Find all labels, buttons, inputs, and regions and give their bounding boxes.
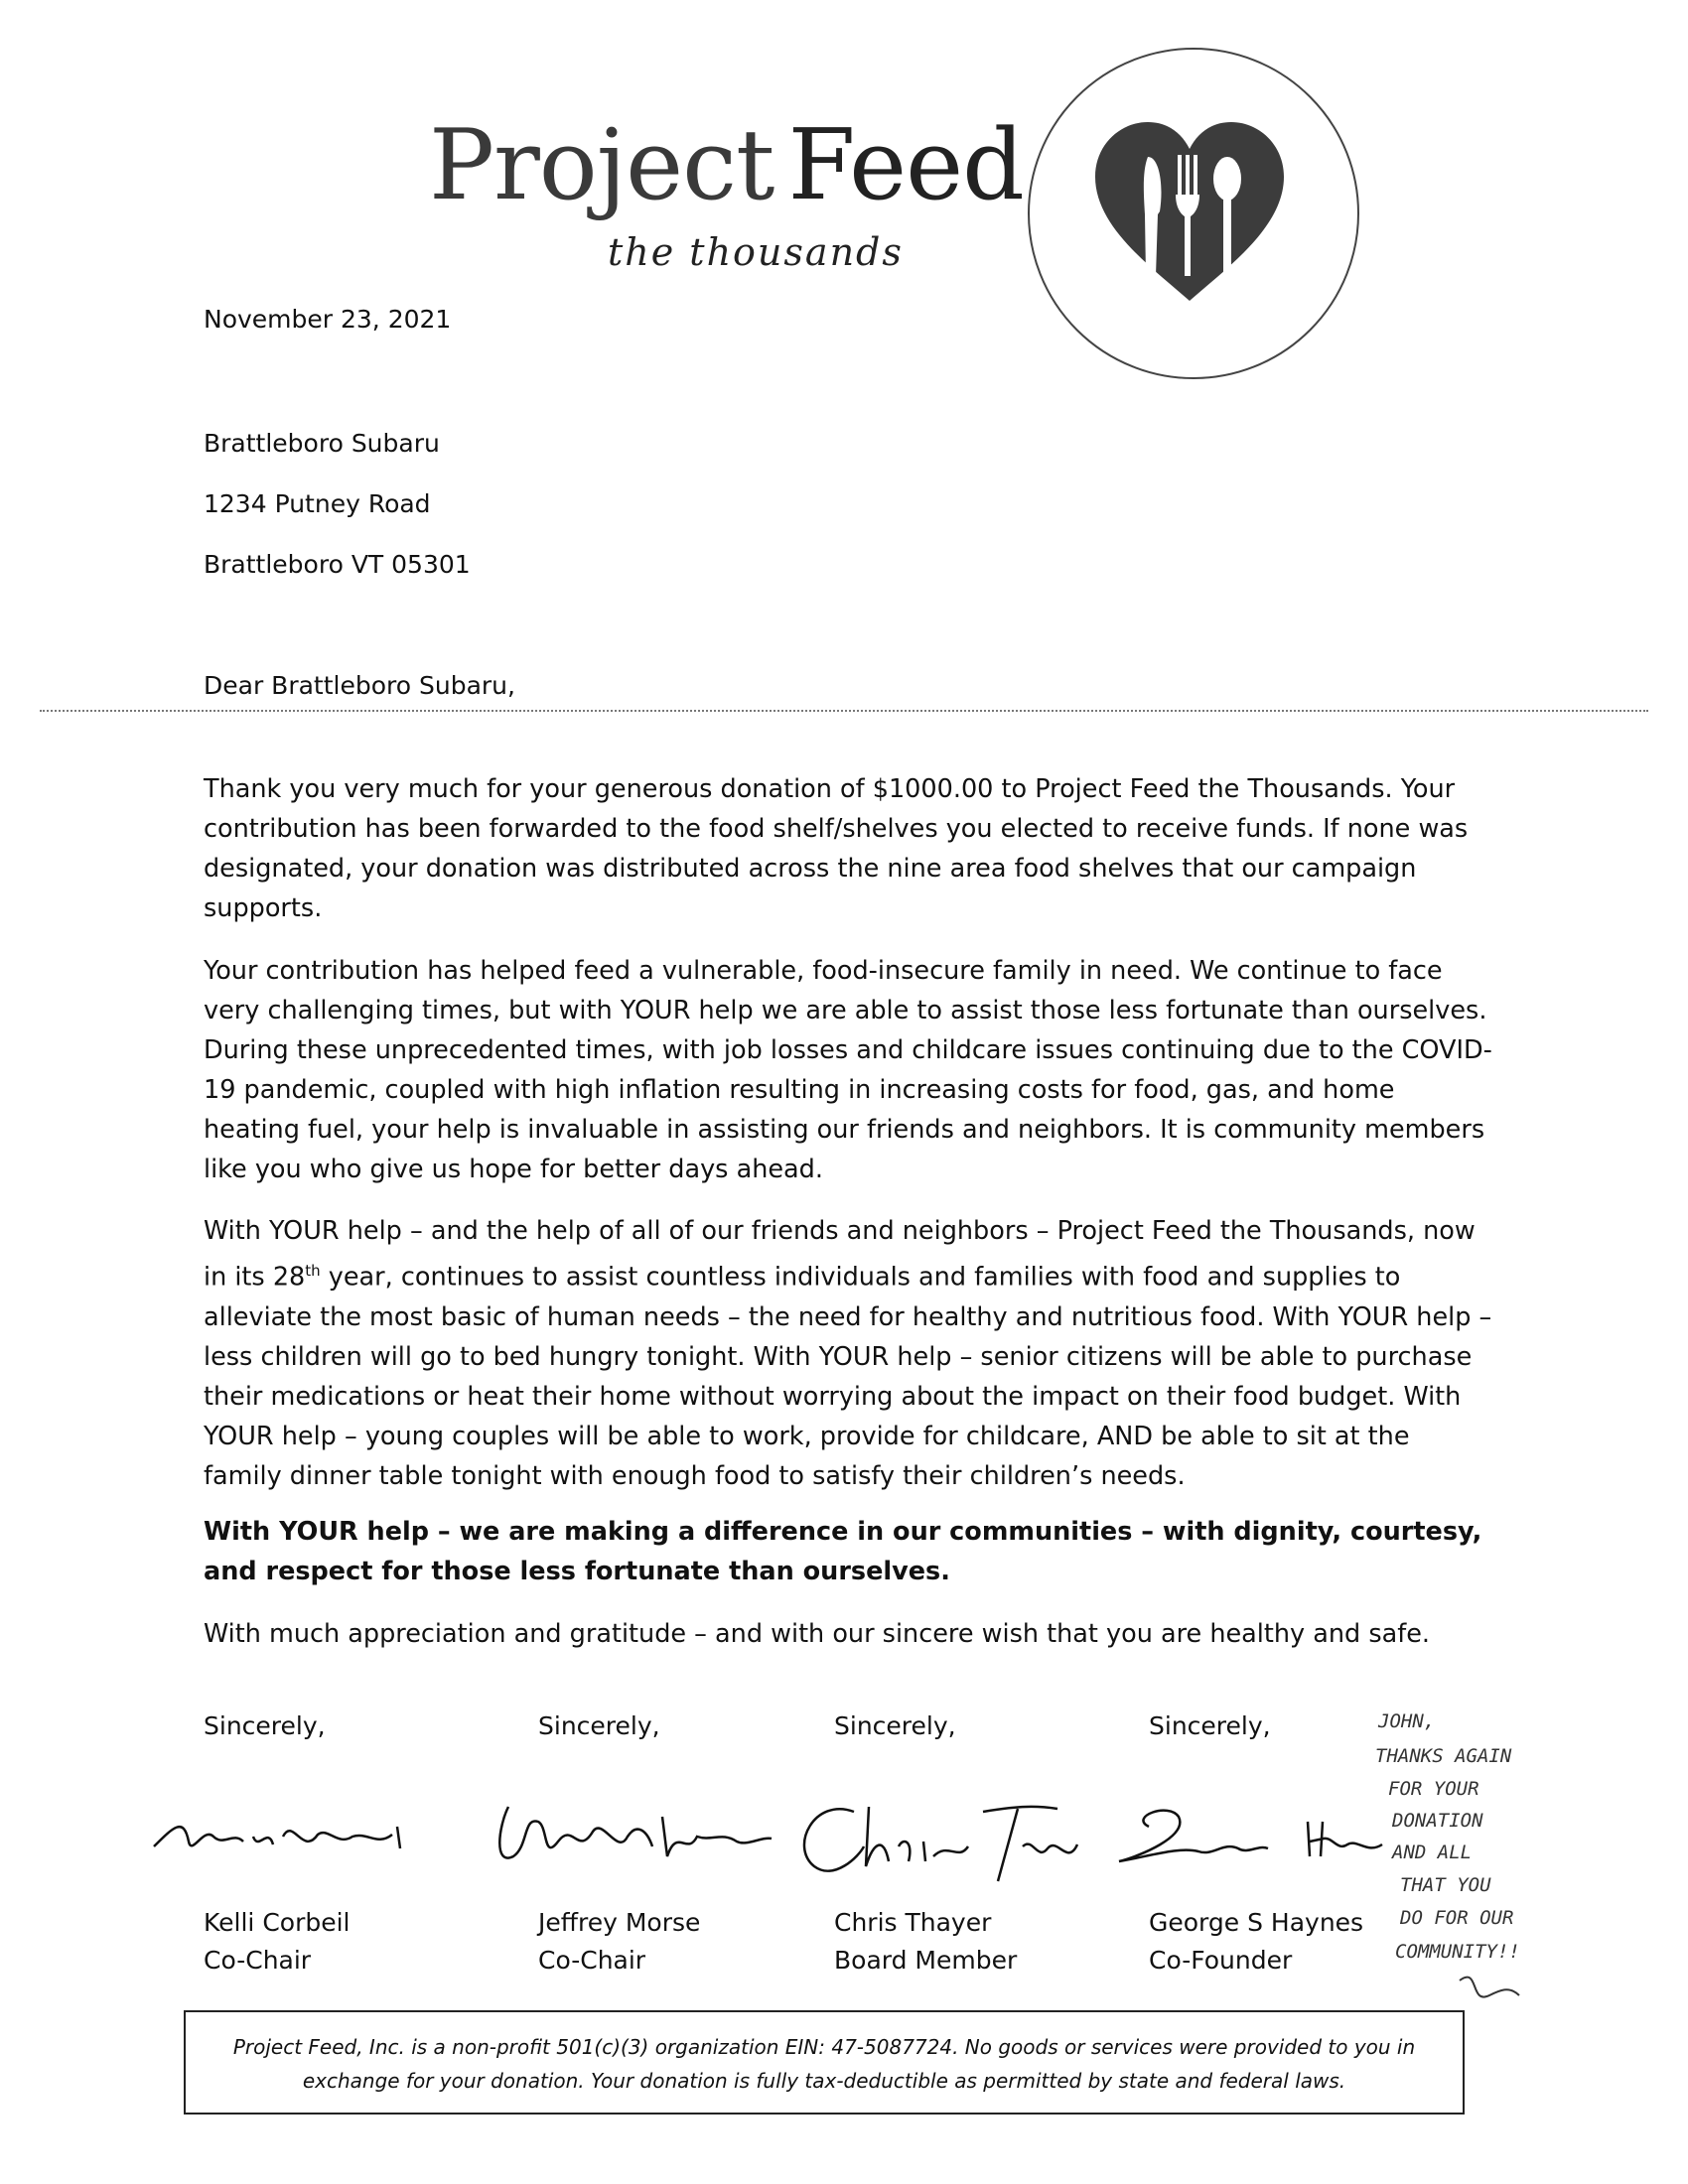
signer-name: Kelli Corbeil [204, 1908, 351, 1937]
paragraph-1-text: Thank you very much for your generous donation of $1000.00 to Project Feed the Thousands. Your contribution has been forwarded to the food shelf/shelves you elected to receive funds. If none was designated, your donation was distributed across the nine area food shelves that our campaign supports. [204, 774, 1469, 923]
note-line-3: FOR YOUR [1388, 1778, 1479, 1800]
brand-project: Project [429, 109, 774, 222]
closing: Sincerely, [204, 1711, 326, 1740]
disclaimer-line-2: exchange for your donation. Your donation is fully tax-deductible as permitted by state and federal laws. [302, 2069, 1346, 2093]
note-line-8: COMMUNITY!! [1395, 1941, 1520, 1963]
disclaimer-line-1: Project Feed, Inc. is a non-profit 501(c)(3) organization EIN: 47-5087724. No goods or services were provided to you in [232, 2035, 1416, 2059]
closing: Sincerely, [834, 1711, 956, 1740]
recipient-street: 1234 Putney Road [204, 489, 431, 518]
paragraph-2-text: Your contribution has helped feed a vulnerable, food-insecure family in need. We continue to face very challenging times, but with YOUR help we are able to assist those less fortunate than ourselves. During these unprecedented times, with job losses and childcare issues continuing due to the COVID-19 pandemic, coupled with high inflation resulting in increasing costs for food, gas, and home heating fuel, your help is invaluable in assisting our friends and neighbors. It is community members like you who give us hope for better days ahead. [204, 956, 1492, 1184]
paragraph-5-text: With much appreciation and gratitude – and with our sincere wish that you are healthy and safe. [204, 1619, 1431, 1649]
recipient-name: Brattleboro Subaru [204, 429, 440, 458]
signer-role: Co-Founder [1149, 1946, 1293, 1975]
heart-utensils-icon [1090, 117, 1289, 306]
note-line-2: THANKS AGAIN [1375, 1745, 1512, 1767]
signer-role: Co-Chair [538, 1946, 646, 1975]
brand-tagline: the thousands [608, 230, 904, 274]
paragraph-3 [204, 1211, 1494, 1496]
note-line-4: DONATION [1392, 1810, 1483, 1832]
note-line-1: JOHN, [1378, 1710, 1436, 1732]
closing: Sincerely, [538, 1711, 660, 1740]
paragraph-1 [204, 769, 1494, 928]
ordinal-suffix: th [305, 1262, 321, 1280]
signer-name: George S Haynes [1149, 1908, 1364, 1937]
greeting: Dear Brattleboro Subaru, [204, 671, 515, 700]
letter-date: November 23, 2021 [204, 305, 452, 334]
signer-name: Jeffrey Morse [538, 1908, 701, 1937]
paragraph-3-start: With YOUR help – and the help of all of our friends and neighbors – Project Feed the Thousands, now in its 28 [204, 1216, 1476, 1293]
recipient-city: Brattleboro VT 05301 [204, 550, 471, 579]
signer-role: Co-Chair [204, 1946, 312, 1975]
handwritten-note [1360, 1698, 1658, 2015]
brand-feed: Feed [787, 109, 1024, 222]
paragraph-3-end: year, continues to assist countless individuals and families with food and supplies to alleviate the most basic of human needs – the need for healthy and nutritious food. With YOUR help – less children will go to bed hungry tonight. With YOUR help – senior citizens will be able to purchase their medications or heat their home without worrying about the impact on their food budget. With YOUR help – young couples will be able to work, provide for childcare, AND be able to sit at the family dinner table tonight with enough food to satisfy their children’s needs. [204, 1262, 1492, 1491]
note-line-6: THAT YOU [1400, 1874, 1491, 1896]
brand-wordmark [429, 109, 1024, 222]
paragraph-4 [204, 1512, 1494, 1591]
tax-disclaimer-box [184, 2010, 1465, 2115]
tax-disclaimer [186, 2030, 1463, 2098]
closing: Sincerely, [1149, 1711, 1271, 1740]
signer-role: Board Member [834, 1946, 1018, 1975]
paragraph-2 [204, 951, 1494, 1189]
signature-image [1089, 1787, 1407, 1886]
note-line-5: AND ALL [1392, 1842, 1473, 1863]
signature-image [479, 1787, 776, 1876]
scan-artifact-line [40, 710, 1648, 712]
paragraph-3-text [204, 1211, 1494, 1496]
paragraph-4-text: With YOUR help – we are making a difference in our communities – with dignity, courtesy, and respect for those less fortunate than ourselves. [204, 1517, 1482, 1586]
signer-name: Chris Thayer [834, 1908, 992, 1937]
note-line-7: DO FOR OUR [1400, 1907, 1514, 1929]
signature-image [774, 1787, 1092, 1896]
paragraph-5 [204, 1614, 1494, 1654]
signature-image [144, 1787, 442, 1876]
